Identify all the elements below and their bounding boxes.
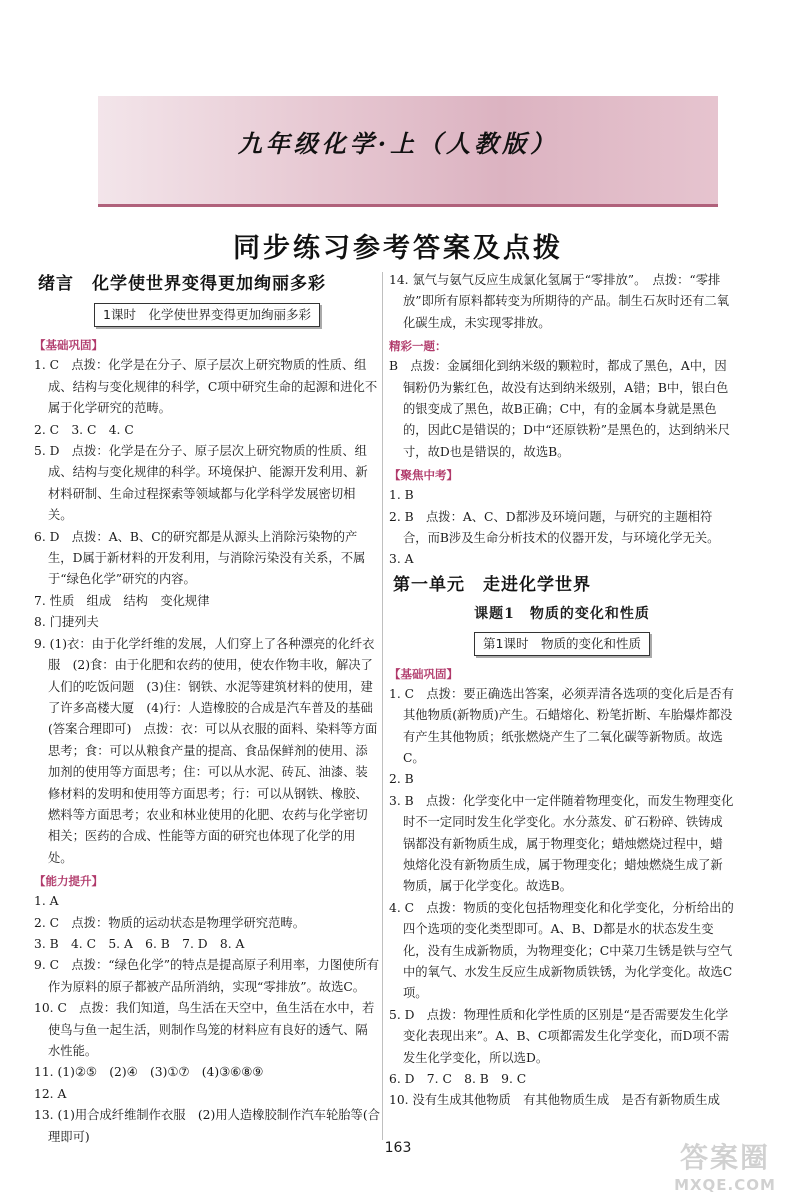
answer-item: 2. C 点拨：物质的运动状态是物理学研究范畴。 <box>34 915 305 930</box>
banner-title: 九年级化学·上（人教版） <box>237 129 559 158</box>
answer-item: 3. B 点拨：化学变化中一定伴随着物理变化，而发生物理变化时不一定同时发生化学变化。水分蒸发、矿石粉碎、铁铸成锅都没有新物质生成，属于物理变化；蜡烛燃烧过程中，蜡烛熔化没有新物质生成，属于物理变化；蜡烛燃烧生成了新物质，属于化学变化。故选B。 <box>389 793 734 894</box>
answer-item: 1. A <box>34 894 59 909</box>
featured-tag: 精彩一题： <box>389 339 447 354</box>
exam-tag: 【聚焦中考】 <box>389 468 458 483</box>
answer-item: 10. C 点拨：我们知道，鸟生活在天空中，鱼生活在水中，若使鸟与鱼一起生活，则制作鸟笼的材料应有良好的透气、隔水性能。 <box>34 1001 375 1058</box>
page-number: 163 <box>384 1140 412 1156</box>
answer-item: 14. 氯气与氨气反应生成氯化氢属于“零排放”。 点拨：“零排放”即所有原料都转变为所期待的产品。制生石灰时还有二氧化碳生成，未实现零排放。 <box>389 273 730 330</box>
answer-item: 9. (1)衣：由于化学纤维的发展，人们穿上了各种漂亮的化纤衣服 (2)食：由于化肥和农药的使用，使农作物丰收，解决了人们的吃饭问题 (3)住：钢铁、水泥等建筑材料的使用，建了许多高楼大厦 (4)行：人造橡胶的合成是汽车普及的基础(答案合理即可) 点拨：衣：可以从衣服的面料、染料等方面思考；食：可以从粮食产量的提高、食品保鲜剂的使用、添加剂的使用等方面思考；住：可以从水泥、砖瓦、油漆、装修材料的发明和使用等方面思考；行：可以从钢铁、橡胶、燃料等方面思考；农业和林业使用的化肥、农药与化学密切相关；医药的合成、性能等方面的研究也体现了化学的用处。 <box>34 636 378 865</box>
answer-item: 3. B 4. C 5. A 6. B 7. D 8. A <box>34 936 245 951</box>
answer-item: 10. 没有生成其他物质 有其他物质生成 是否有新物质生成 <box>389 1093 720 1108</box>
watermark-logo <box>660 1136 790 1196</box>
basic-tag: 【基础巩固】 <box>34 338 103 353</box>
answer-item: 6. D 7. C 8. B 9. C <box>389 1072 527 1086</box>
answer-item: 13. (1)用合成纤维制作衣服 (2)用人造橡胶制作汽车轮胎等(合理即可) <box>34 1108 380 1144</box>
page-title: 同步练习参考答案及点拨 <box>233 233 563 264</box>
right-column <box>389 270 735 1112</box>
lesson-title: 第1课时 物质的变化和性质 <box>474 632 650 656</box>
answer-item: 3. A <box>389 552 414 567</box>
answer-item: 2. C 3. C 4. C <box>34 422 134 437</box>
watermark-text: 答案圈 <box>679 1141 770 1174</box>
left-column <box>34 270 380 1148</box>
answer-item: 7. 性质 组成 结构 变化规律 <box>34 593 210 608</box>
answer-item: B 点拨：金属细化到纳米级的颗粒时，都成了黑色，A中，因铜粉仍为紫红色，故没有达到纳米级别，A错；B中，银白色的银变成了黑色，故B正确；C中，有的金属本身就是黑色的，因此C是错误的；D中“还原铁粉”是黑色的，达到纳米尺寸，故D也是错误的，故选B。 <box>389 359 730 459</box>
answer-item: 5. D 点拨：物理性质和化学性质的区别是“是否需要发生化学变化表现出来”。A、B、C项都需发生化学变化，而D项不需发生化学变化，所以选D。 <box>389 1007 730 1065</box>
answer-item: 2. B <box>389 772 414 787</box>
answer-item: 2. B 点拨：A、C、D都涉及环境问题，与研究的主题相符合，而B涉及生命分析技术的仪器开发，与环境化学无关。 <box>389 509 720 546</box>
answer-item: 1. C 点拨：要正确选出答案，必须弄清各选项的变化后是否有其他物质(新物质)产生。石蜡熔化、粉笔折断、车胎爆炸都没有产生其他物质；纸张燃烧产生了二氧化碳等新物质。故选C。 <box>389 686 734 765</box>
answer-item: 8. 门捷列夫 <box>34 615 99 630</box>
column-divider <box>382 272 383 1140</box>
answer-item: 4. C 点拨：物质的变化包括物理变化和化学变化，分析给出的四个选项的变化类型即可。A、B、D都是水的状态发生变化，没有生成新物质，为物理变化；C中菜刀生锈是铁与空气中的氧气、水发生反应生成新物质铁锈，为化学变化。故选C项。 <box>389 900 734 1001</box>
answer-item: 6. D 点拨：A、B、C的研究都是从源头上消除污染物的产生，D属于新材料的开发利用，与消除污染没有关系，不属于“绿色化学”研究的内容。 <box>34 529 366 587</box>
answer-item: 12. A <box>34 1086 67 1101</box>
section-title: 绪言 化学使世界变得更加绚丽多彩 <box>38 274 326 294</box>
answer-item: 1. B <box>389 488 414 503</box>
watermark-url: MXQE.COM <box>674 1176 776 1194</box>
answer-item: 1. C 点拨：化学是在分子、原子层次上研究物质的性质、组成、结构与变化规律的科学，C项中研究生命的起源和进化不属于化学研究的范畴。 <box>34 358 378 416</box>
answer-item: 9. C 点拨：“绿色化学”的特点是提高原子利用率，力图使所有作为原料的原子都被产品所消纳，实现“零排放”。故选C。 <box>34 958 380 994</box>
answer-item: 11. (1)②⑤ (2)④ (3)①⑦ (4)③⑥⑧⑨ <box>34 1065 264 1080</box>
advanced-tag: 【能力提升】 <box>34 874 103 889</box>
lesson-title: 1课时 化学使世界变得更加绚丽多彩 <box>94 303 320 327</box>
banner-underline <box>98 204 718 207</box>
unit-title: 第一单元 走进化学世界 <box>393 574 591 595</box>
basic-tag: 【基础巩固】 <box>389 666 458 681</box>
answer-item: 5. D 点拨：化学是在分子、原子层次上研究物质的性质、组成、结构与变化规律的科学。环境保护、能源开发利用、新材料研制、生命过程探索等领域都与化学科学发展密切相关。 <box>34 444 368 523</box>
topic-title: 课题1 物质的变化和性质 <box>474 606 650 623</box>
